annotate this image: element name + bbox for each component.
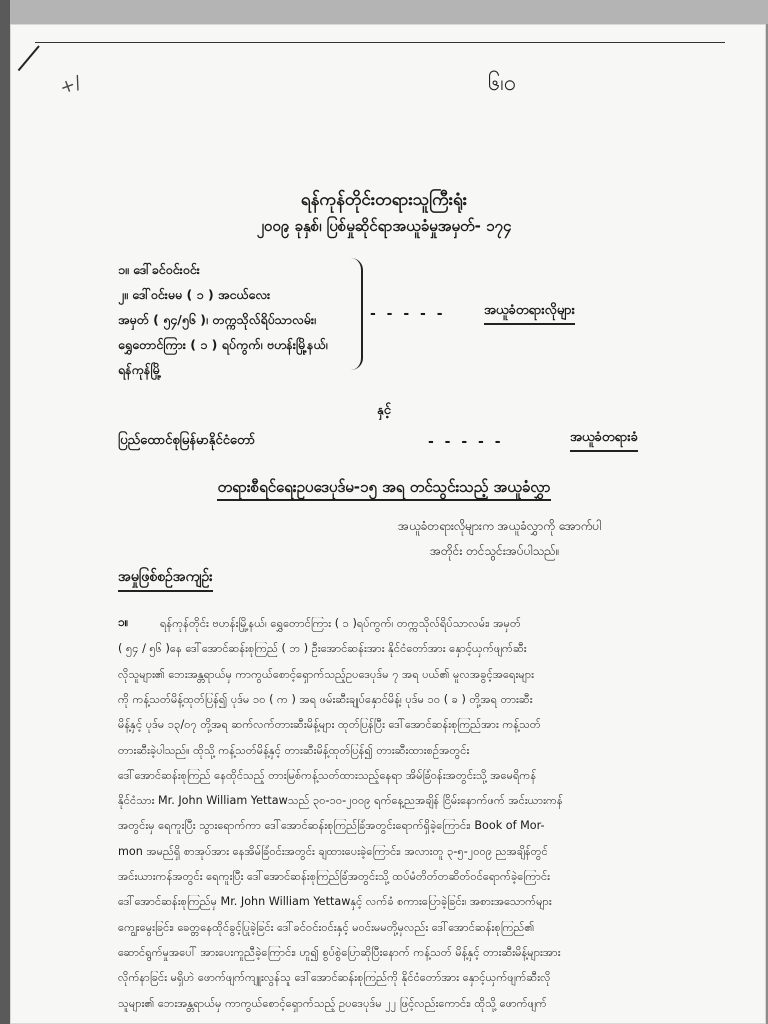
body-text-line: လိုသူများ၏ ဘေးအန္တရာယ်မှ ကာကွယ်စောင့်ရှောက်သည့်ဥပဒေပုဒ်မ ၇ အရ ပယ်၏ မူလအခွင့်အရေးများ <box>118 667 534 681</box>
intro-line: အတိုင်း တင်သွင်းအပ်ပါသည်။ <box>430 544 560 558</box>
body-text-line: mon အမည်ရှိ စာအုပ်အား နေအိမ်ခြံဝင်းအတွင်း ချထားပေးခဲ့ကြောင်း၊ အလားတူ ၃-၅-၂၀၀၉ ညအချိန်တွင် <box>118 844 548 858</box>
subject-text: တရားစီရင်ရေးဥပဒေပုဒ်မ-၁၅ အရ တင်သွင်းသည့် အယူခံလွှာ <box>217 478 550 501</box>
handwritten-page-note: ၆၊၀ <box>488 71 517 96</box>
body-text-line: သူများ၏ ဘေးအန္တရာယ်မှ ကာကွယ်စောင့်ရှောက်သည့် ဥပဒေပုဒ်မ ၂၂ ဖြင့်လည်းကောင်း၊ ထိုသို့ ဖောက်ဖျက် <box>118 996 547 1010</box>
corner-pen-mark: +/ <box>57 72 85 99</box>
body-text-line: ကျွေးမွေးခြင်း၊ ခေတ္တနေထိုင်ခွင့်ပြုခဲ့ခြင်း ဒေါ်ခင်ဝင်းဝင်းနှင့် မဝင်းမမတို့မှလည်း ဒေါ်အောင်ဆန်းစုကြည်၏ <box>118 920 535 934</box>
body-text-line: အင်းယားကန်အတွင်း ရေကူးပြီး ဒေါ်အောင်ဆန်းစုကြည်ခြံအတွင်းသို့ ထပ်မံတိတ်တဆိတ်ဝင်ရောက်ခဲ့ကြောင်း <box>118 870 550 883</box>
appellants-role-label: အယူခံတရားလိုများ <box>484 302 575 325</box>
appellant-address-line: အမှတ် ( ၅၄/၅၆ )၊ တက္ကသိုလ်ရိပ်သာလမ်း၊ <box>118 312 317 327</box>
scan-background-edge <box>0 0 10 1024</box>
respondent-role-label: အယူခံတရားခံ <box>570 429 638 452</box>
page-border-line <box>35 42 725 43</box>
body-text-line: ကို ကန့်သတ်မိန့်ထုတ်ပြန်၍ ပုဒ်မ ၁၀ ( က ) အရ ဖမ်းဆီးချုပ်နှောင်မိန့်၊ ပုဒ်မ ၁၀ ( ခ ) တို့အရ တားဆီး <box>118 692 533 706</box>
scan-background-top <box>0 0 768 24</box>
section-heading: အမှုဖြစ်စဉ်အကျဉ်း <box>118 567 213 592</box>
intro-line: အယူခံတရားလိုများက အယူခံလွှာကို အောက်ပါ <box>398 519 602 533</box>
court-title: ရန်ကုန်တိုင်းတရားသူကြီးရုံး <box>300 190 468 210</box>
body-text-line: မိန့်နှင့် ပုဒ်မ ၁၃/၀၇ တို့အရ ဆက်လက်တားဆီးမိန့်များ ထုတ်ပြန်ပြီး ဒေါ်အောင်ဆန်းစုကြည်အား ကန့်သတ် <box>118 718 541 732</box>
case-number: ၂၀၀၉ ခုနှစ်၊ ပြစ်မှုဆိုင်ရာအယူခံမှုအမှတ်- ၁၇၄ <box>256 217 512 235</box>
appellant-line: ၂။ ဒေါ်ဝင်းမမ ( ၁ ) အငယ်လေး <box>118 287 271 302</box>
and-connector: နှင့် <box>377 403 391 418</box>
bracket-brace <box>345 258 363 370</box>
appellant-line: ၁။ ဒေါ်ခင်ဝင်းဝင်း <box>118 262 200 277</box>
body-text-line: ဒေါ်အောင်ဆန်းစုကြည်မှ Mr. John William Yettawနှင့် လက်ခံ စကားပြောခဲ့ခြင်း၊ အစားအသောက်များ <box>118 895 552 909</box>
appellant-address-line: ရွှေတောင်ကြား ( ၁ ) ရပ်ကွက်၊ ဗဟန်းမြို့နယ်၊ <box>118 337 328 352</box>
respondent-name: ပြည်ထောင်စုမြန်မာနိုင်ငံတော် <box>118 433 255 448</box>
body-text-line: အတွင်းမှ ရေကူးပြီး သွားရောက်ကာ ဒေါ်အောင်ဆန်းစုကြည်ခြံအတွင်းရောက်ရှိခဲ့ကြောင်း၊ Book of Mor- <box>118 819 545 833</box>
appellant-address-line: ရန်ကုန်မြို့ <box>118 362 162 377</box>
body-text-line: ( ၅၄ / ၅၆ )နေ ဒေါ်အောင်ဆန်းစုကြည် ( ဘ ) ဦးအောင်ဆန်းအား နိုင်ငံတော်အား နှောင့်ယှက်ဖျက်ဆီး <box>118 642 527 656</box>
paragraph-number: ၁။ <box>118 615 129 629</box>
body-text-line: ရန်ကုန်တိုင်း ဗဟန်းမြို့နယ်၊ ရွှေတောင်ကြား ( ၁ )ရပ်ကွက်၊ တက္ကသိုလ်ရိပ်သာလမ်း၊ အမှတ် <box>160 617 521 630</box>
body-text-line: ဒေါ်အောင်ဆန်းစုကြည် နေထိုင်သည့် တားမြစ်ကန့်သတ်ထားသည့်နေရာ အိမ်ခြံဝန်းအတွင်းသို့ အမေရိကန် <box>118 768 537 782</box>
body-text-line: ဆောင်ရွက်မှုအပေါ် အားပေးကူညီခဲ့ကြောင်း၊ ဟူ၍ စွပ်စွဲပြောဆိုပြီးနောက် ကန့်သတ် မိန့်နှင့် တားဆီးမိန့်များအား <box>118 945 561 959</box>
document-subject <box>0 478 768 500</box>
dash-separator: - - - - - <box>428 434 504 450</box>
body-text-line: တားဆီးခဲ့ပါသည်။ ထိုသို့ ကန့်သတ်မိန့်နှင့် တားဆီးမိန့်ထုတ်ပြန်၍ တားဆီးထားစဉ်အတွင်း <box>118 743 470 757</box>
body-text-line: နိုင်ငံသား Mr. John William Yettawသည် ၃၀-၁၀-၂၀၀၉ ရက်နေ့ညအချိန် ငြိမ်းနောက်ဖက် အင်းယားကန် <box>118 794 563 808</box>
dash-separator: - - - - - <box>370 306 446 322</box>
body-text-line: လိုက်နာခြင်း မရှိဟဲ ဖောက်ဖျက်ကျူးလွန်သူ ဒေါ်အောင်ဆန်းစုကြည်ကို နိုင်ငံတော်အား နှောင့်ယှက်ဖျက်ဆီးလို <box>118 971 551 985</box>
